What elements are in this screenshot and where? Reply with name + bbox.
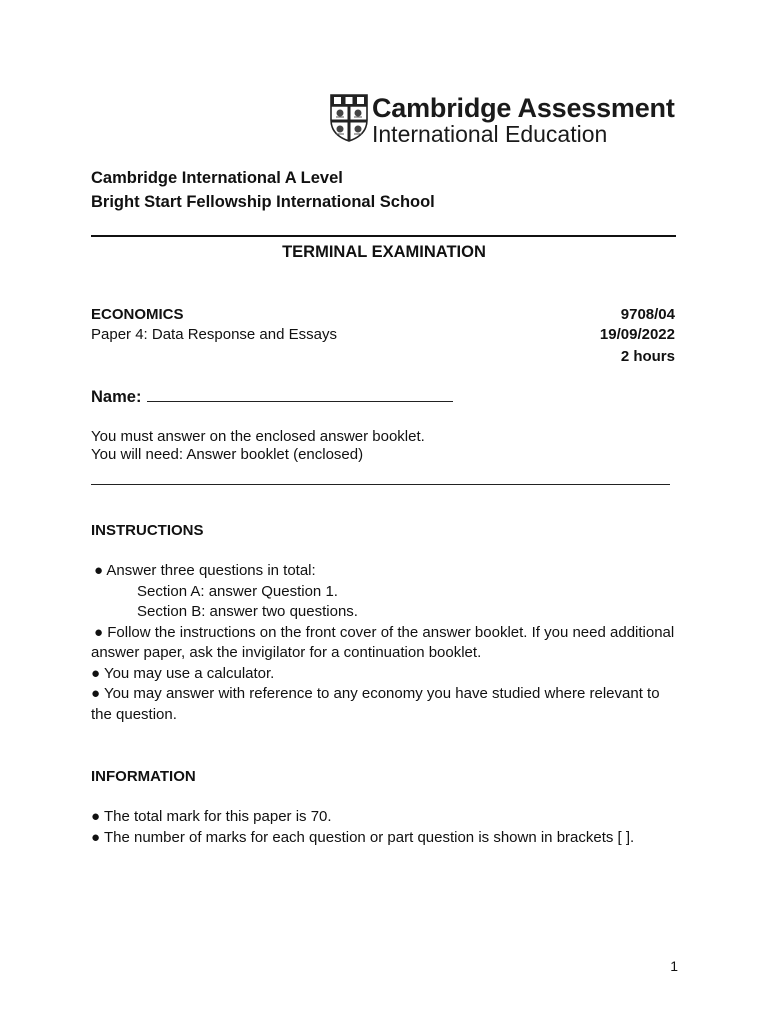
qualification-title: Cambridge International A Level [91, 169, 343, 187]
paper-code: 9708/04 [620, 306, 675, 323]
cambridge-shield-icon [330, 94, 368, 142]
header-divider [91, 235, 676, 237]
logo-title: Cambridge Assessment [372, 93, 675, 123]
instruction-item: ● Follow the instructions on the front cover of the answer booklet. If you need additional [94, 623, 675, 641]
instruction-item: answer paper, ask the invigilator for a continuation booklet. [91, 644, 482, 661]
information-item: ● The number of marks for each question or part question is shown in brackets [ ]. [91, 828, 635, 846]
requirement-line-1: You must answer on the enclosed answer booklet. [91, 428, 425, 445]
school-name: Bright Start Fellowship International School [91, 193, 435, 211]
page-number: 1 [670, 958, 678, 974]
instructions-heading: INSTRUCTIONS [91, 522, 204, 539]
instruction-item: ● Answer three questions in total: [94, 562, 316, 579]
instructions-list [91, 561, 674, 725]
paper-title: Paper 4: Data Response and Essays [91, 326, 337, 343]
information-item: ● The total mark for this paper is 70. [91, 808, 332, 825]
subject-name: ECONOMICS [91, 306, 184, 323]
exam-date: 19/09/2022 [599, 326, 675, 343]
name-blank-line[interactable] [147, 387, 453, 402]
exam-title: TERMINAL EXAMINATION [282, 243, 486, 261]
instruction-item: ● You may answer with reference to any economy you have studied where relevant to [91, 685, 660, 702]
requirements-divider [91, 484, 670, 485]
instruction-item: Section A: answer Question 1. [137, 582, 338, 600]
information-heading: INFORMATION [91, 768, 196, 785]
logo-subtitle: International Education [372, 121, 608, 147]
cambridge-logo [330, 93, 680, 147]
exam-duration: 2 hours [620, 348, 675, 365]
instruction-item: the question. [91, 705, 177, 723]
information-list [91, 807, 634, 848]
name-label: Name: [91, 388, 142, 406]
requirement-line-2: You will need: Answer booklet (enclosed) [91, 446, 364, 463]
name-field[interactable] [91, 387, 453, 407]
instruction-item: Section B: answer two questions. [137, 603, 358, 620]
instruction-item: ● You may use a calculator. [91, 664, 275, 682]
